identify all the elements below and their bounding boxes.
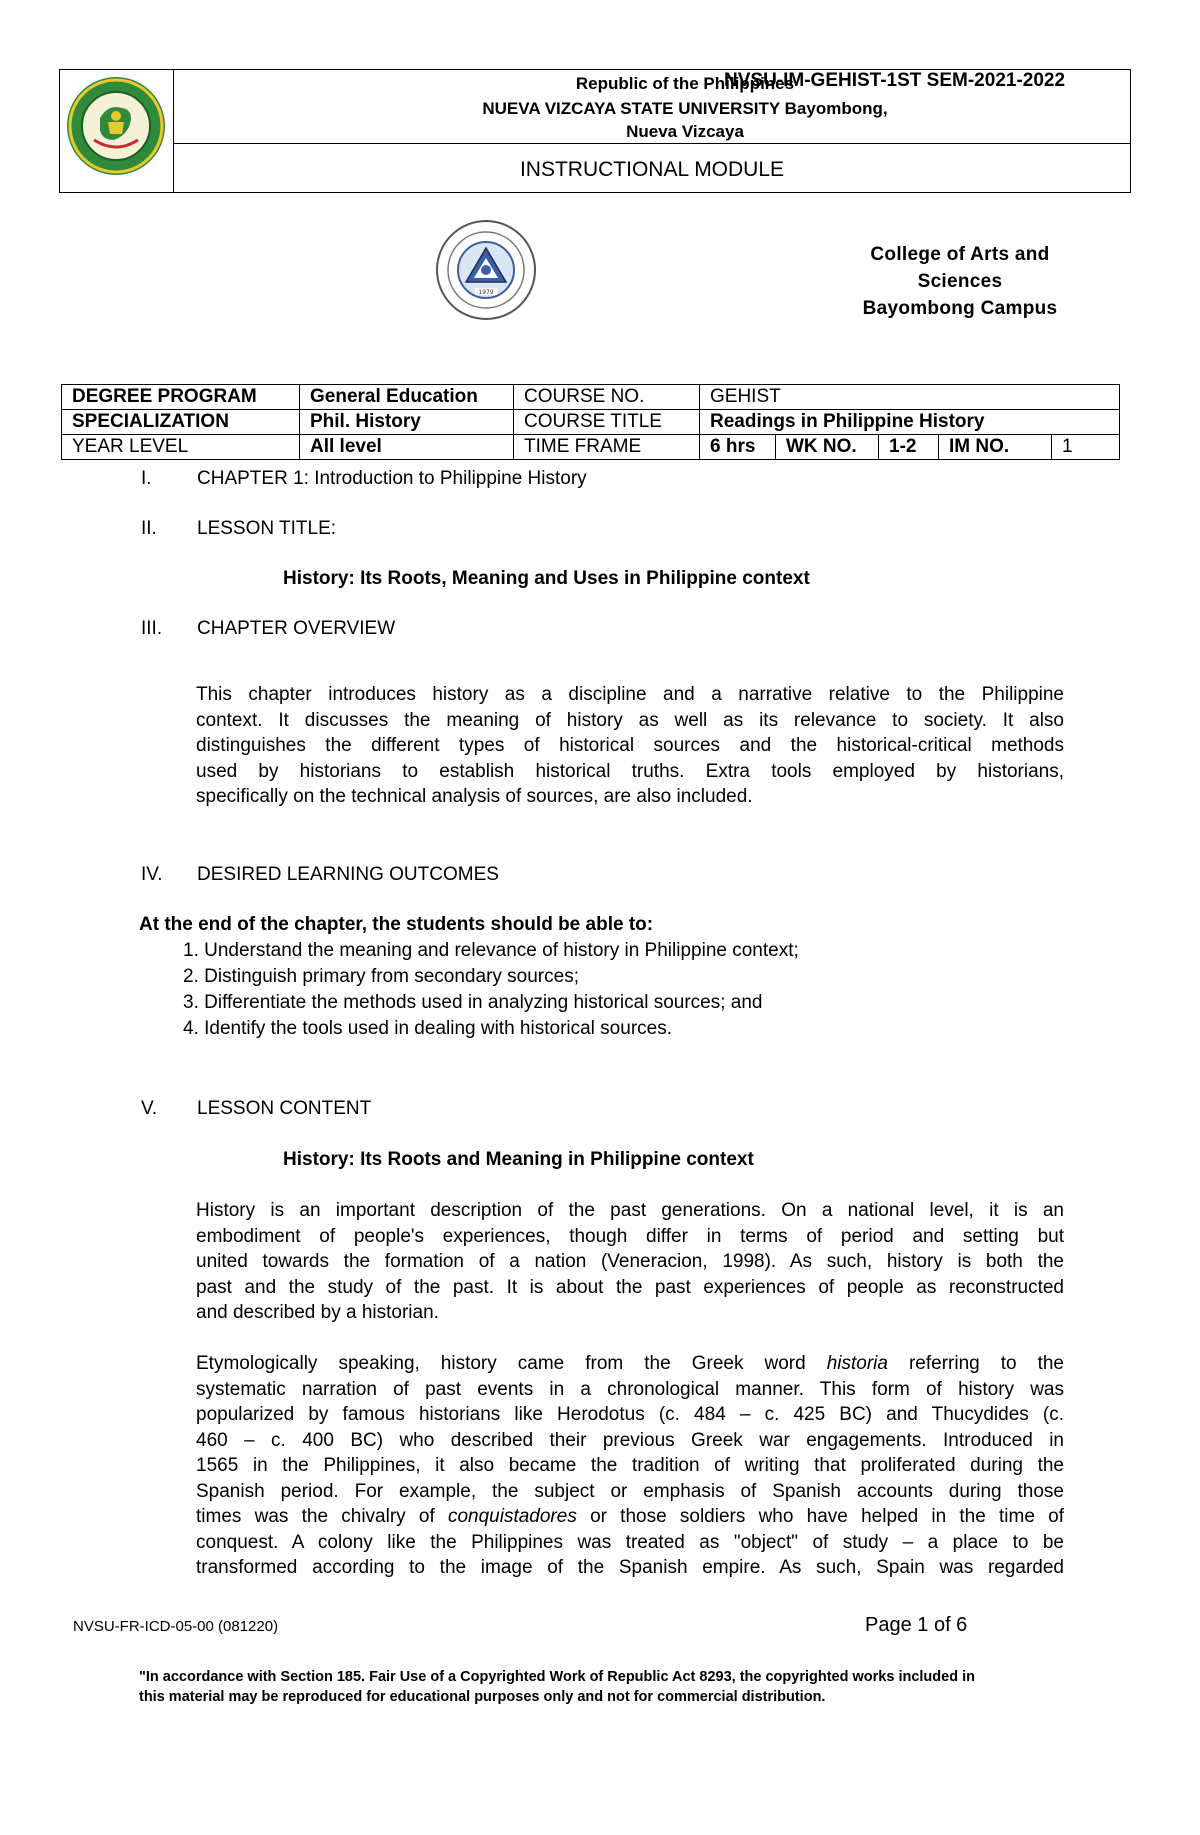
college-name-line1: College of Arts and <box>870 244 1050 265</box>
year-level-label: YEAR LEVEL <box>62 435 300 460</box>
section-4-number: IV. <box>141 864 163 885</box>
content-paragraph-1 <box>196 1198 1064 1326</box>
paragraph-line: embodiment of people's experiences, though differ in terms of period and setting but <box>196 1225 1064 1247</box>
wk-no-label: WK NO. <box>776 435 879 460</box>
table-row <box>62 410 1120 435</box>
text-run: times was the chivalry of <box>196 1506 448 1527</box>
im-no-value: 1 <box>1052 435 1120 460</box>
paragraph-line: popularized by famous historians like Herodotus (c. 484 – c. 425 BC) and Thucydides (c. <box>196 1404 1064 1425</box>
course-title-value: Readings in Philippine History <box>700 410 1120 435</box>
section-1-number: I. <box>141 468 152 489</box>
content-subtitle: History: Its Roots and Meaning in Philippine context <box>283 1149 754 1170</box>
outcomes-lead: At the end of the chapter, the students should be able to: <box>139 914 654 935</box>
overview-paragraph <box>196 682 1064 810</box>
paragraph-line <box>196 1351 1064 1377</box>
paragraph-line: past and the study of the past. It is about the past experiences of people as reconstructed <box>196 1276 1064 1298</box>
paragraph-line: united towards the formation of a nation (Veneracion, 1998). As such, history is both the <box>196 1251 1064 1272</box>
degree-program-label: DEGREE PROGRAM <box>62 385 300 410</box>
header-location: Nueva Vizcaya <box>626 122 744 141</box>
module-title: INSTRUCTIONAL MODULE <box>519 158 785 181</box>
text-run: or those soldiers who have helped in the time of <box>576 1506 1064 1527</box>
table-row <box>62 435 1120 460</box>
page-number: Page 1 of 6 <box>865 1614 968 1636</box>
form-code: NVSU-FR-ICD-05-00 (081220) <box>73 1618 279 1635</box>
year-level-value: All level <box>300 435 514 460</box>
campus-name: Bayombong Campus <box>862 298 1058 319</box>
disclaimer-line: "In accordance with Section 185. Fair Use of a Copyrighted Work of Republic Act 8293, the copyrighted works included in <box>139 1669 975 1685</box>
section-5-number: V. <box>141 1098 158 1119</box>
section-5-title: LESSON CONTENT <box>197 1098 372 1119</box>
outcome-item: 3. Differentiate the methods used in analyzing historical sources; and <box>183 992 763 1013</box>
copyright-disclaimer <box>139 1667 1059 1707</box>
paragraph-line <box>196 1504 1064 1530</box>
document-code: NVSU-IM-GEHIST-1ST SEM-2021-2022 <box>724 70 1066 91</box>
section-3-title: CHAPTER OVERVIEW <box>197 618 396 639</box>
degree-program-value: General Education <box>300 385 514 410</box>
paragraph-line: This chapter introduces history as a discipline and a narrative relative to the Philippine <box>196 684 1064 705</box>
paragraph-line: systematic narration of past events in a chronological manner. This form of history was <box>196 1378 1064 1400</box>
paragraph-line: 1565 in the Philippines, it also became the tradition of writing that proliferated during the <box>196 1455 1064 1476</box>
lesson-title: History: Its Roots, Meaning and Uses in Philippine context <box>283 568 810 589</box>
specialization-label: SPECIALIZATION <box>62 410 300 435</box>
paragraph-line: 460 – c. 400 BC) who described their previous Greek war engagements. Introduced in <box>196 1429 1064 1451</box>
time-frame-label: TIME FRAME <box>514 435 700 460</box>
section-4-title: DESIRED LEARNING OUTCOMES <box>197 864 499 885</box>
course-info-table <box>61 384 1120 460</box>
section-2-title: LESSON TITLE: <box>197 518 337 539</box>
paragraph-line: transformed according to the image of the Spanish empire. As such, Spain was regarded <box>196 1557 1064 1578</box>
wk-no-value: 1-2 <box>879 435 939 460</box>
emphasis-historia: historia <box>826 1353 888 1374</box>
im-no-label: IM NO. <box>939 435 1052 460</box>
course-no-value: GEHIST <box>700 385 1120 410</box>
seal-year: 1979 <box>478 289 494 296</box>
content-paragraph-2 <box>196 1351 1064 1581</box>
section-2-number: II. <box>141 518 157 539</box>
disclaimer-line: this material may be reproduced for educational purposes only and not for commercial distribution. <box>139 1689 826 1705</box>
time-frame-value: 6 hrs <box>700 435 776 460</box>
header-divider <box>173 143 1131 144</box>
text-run: Etymologically speaking, history came from the Greek word <box>196 1353 827 1374</box>
paragraph-line: History is an important description of the past generations. On a national level, it is an <box>196 1200 1064 1221</box>
specialization-value: Phil. History <box>300 410 514 435</box>
section-3-number: III. <box>141 618 163 639</box>
course-no-label: COURSE NO. <box>514 385 700 410</box>
college-seal-logo <box>434 218 538 327</box>
paragraph-line: used by historians to establish historical truths. Extra tools employed by historians, <box>196 760 1064 782</box>
header-university: NUEVA VIZCAYA STATE UNIVERSITY Bayombong, <box>482 99 888 118</box>
course-title-label: COURSE TITLE <box>514 410 700 435</box>
outcome-item: 4. Identify the tools used in dealing with historical sources. <box>183 1018 672 1039</box>
header-republic: Republic of the Philippines <box>575 74 795 93</box>
paragraph-line: distinguishes the different types of historical sources and the historical-critical methods <box>196 735 1064 756</box>
emphasis-conquistadores: conquistadores <box>447 1506 577 1527</box>
table-row <box>62 385 1120 410</box>
paragraph-line: context. It discusses the meaning of history as well as its relevance to society. It also <box>196 709 1064 731</box>
outcome-item: 2. Distinguish primary from secondary sources; <box>183 966 579 987</box>
text-run: referring to the <box>887 1353 1065 1374</box>
paragraph-line: conquest. A colony like the Philippines was treated as "object" of study – a place to be <box>196 1531 1064 1553</box>
paragraph-line: and described by a historian. <box>196 1302 439 1323</box>
college-name-line2: Sciences <box>917 271 1003 292</box>
university-seal-logo <box>64 74 168 183</box>
section-1-title: CHAPTER 1: Introduction to Philippine History <box>197 468 587 489</box>
outcome-item: 1. Understand the meaning and relevance of history in Philippine context; <box>183 940 799 961</box>
paragraph-line: specifically on the technical analysis of sources, are also included. <box>196 786 753 807</box>
paragraph-line: Spanish period. For example, the subject or emphasis of Spanish accounts during those <box>196 1480 1064 1502</box>
